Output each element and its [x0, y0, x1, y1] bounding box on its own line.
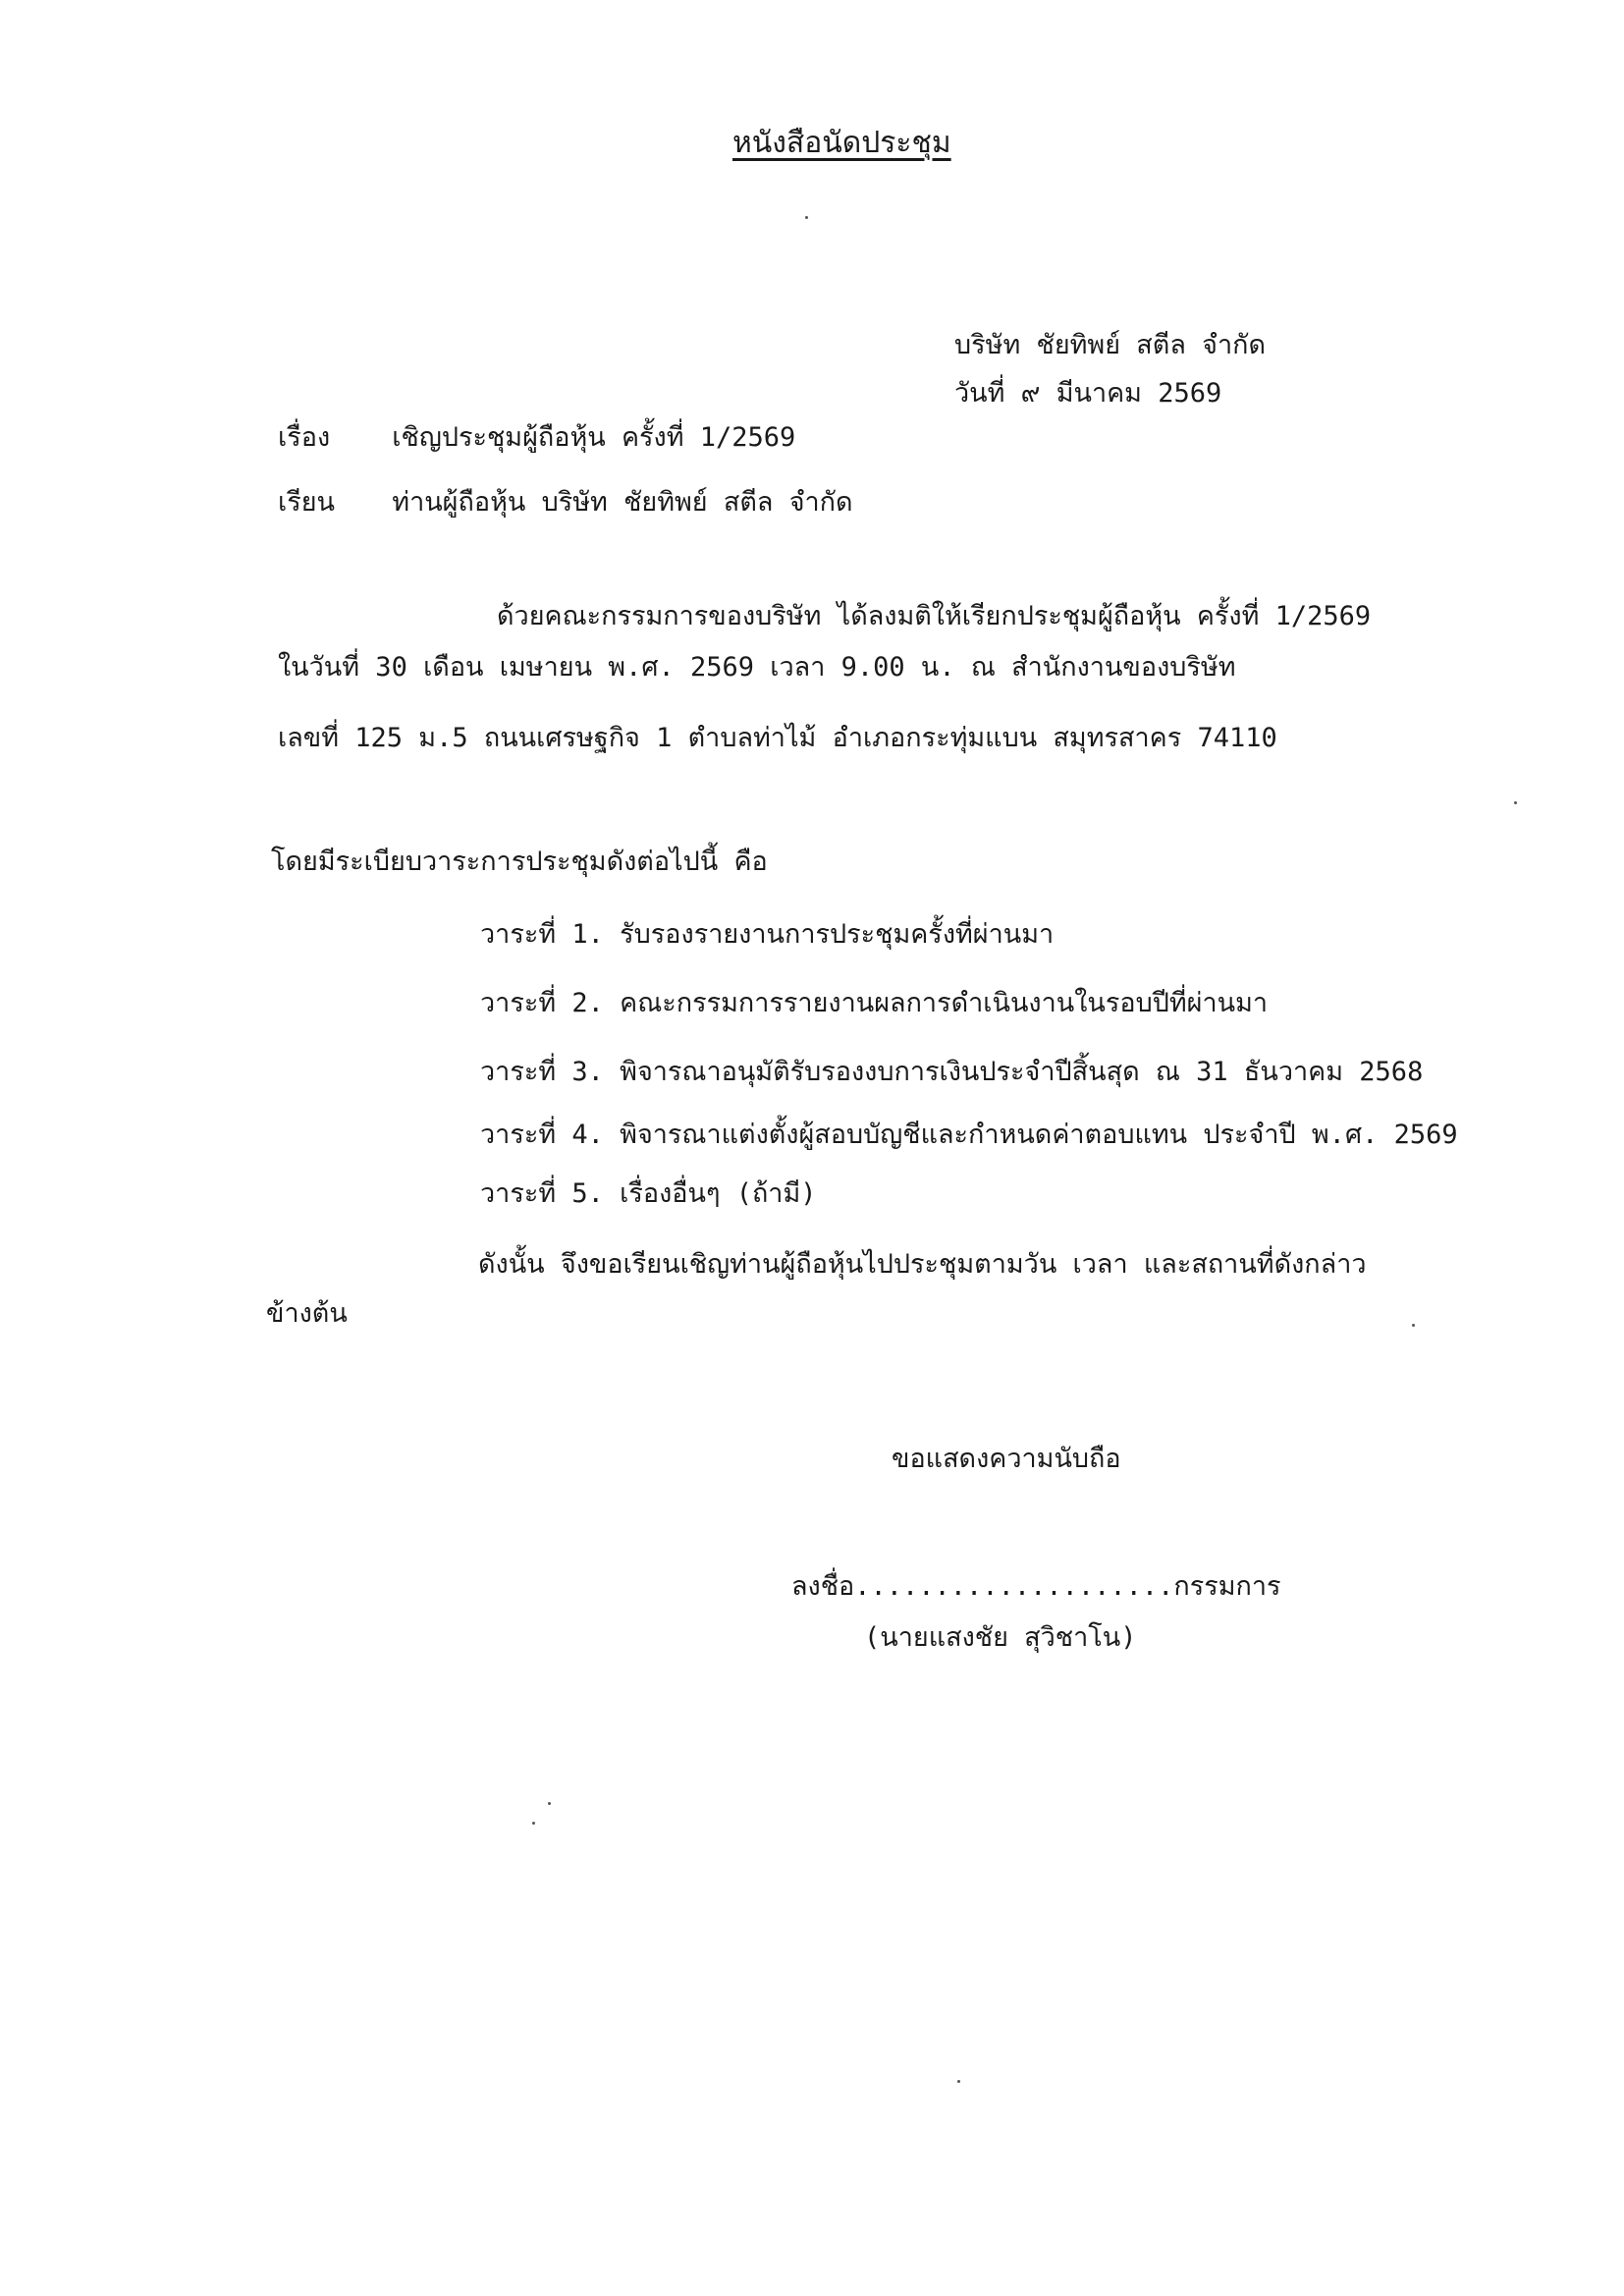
company-name: บริษัท ชัยทิพย์ สตีล จำกัด: [954, 330, 1266, 360]
scan-speck: [957, 2080, 960, 2083]
agenda-intro: โดยมีระเบียบวาระการประชุมดังต่อไปนี้ คือ: [271, 847, 768, 877]
scan-speck: [548, 1802, 551, 1805]
agenda-item: วาระที่ 5. เรื่องอื่นๆ (ถ้ามี): [480, 1178, 817, 1209]
scan-speck: [532, 1822, 535, 1825]
subject-text: เชิญประชุมผู้ถือหุ้น ครั้งที่ 1/2569: [392, 422, 796, 453]
regards: ขอแสดงความนับถือ: [892, 1444, 1121, 1474]
scan-speck: [805, 216, 808, 219]
body-line-1: ด้วยคณะกรรมการของบริษัท ได้ลงมติให้เรียกประชุมผู้ถือหุ้น ครั้งที่ 1/2569: [497, 601, 1372, 631]
recipient-label: เรียน: [278, 487, 336, 518]
recipient-text: ท่านผู้ถือหุ้น บริษัท ชัยทิพย์ สตีล จำกัด: [392, 487, 853, 518]
scan-speck: [1412, 1324, 1415, 1327]
agenda-item: วาระที่ 2. คณะกรรมการรายงานผลการดำเนินงานในรอบปีที่ผ่านมา: [480, 988, 1269, 1018]
signer-name: (นายแสงชัย สุวิชาโน): [864, 1622, 1137, 1653]
closing-line-2: ข้างต้น: [266, 1298, 348, 1329]
document-date: วันที่ ๙ มีนาคม 2569: [954, 378, 1222, 409]
document-title: หนังสือนัดประชุม: [732, 126, 951, 160]
agenda-item: วาระที่ 1. รับรองรายงานการประชุมครั้งที่ผ่านมา: [480, 919, 1055, 950]
subject-label: เรื่อง: [278, 422, 331, 453]
agenda-item: วาระที่ 4. พิจารณาแต่งตั้งผู้สอบบัญชีและกำหนดค่าตอบแทน ประจำปี พ.ศ. 2569: [480, 1120, 1458, 1150]
subject-line: [278, 422, 795, 454]
closing-line-1: ดังนั้น จึงขอเรียนเชิญท่านผู้ถือหุ้นไปประชุมตามวัน เวลา และสถานที่ดังกล่าว: [478, 1249, 1367, 1280]
recipient-line: [278, 487, 853, 519]
agenda-item: วาระที่ 3. พิจารณาอนุมัติรับรองงบการเงินประจำปีสิ้นสุด ณ 31 ธันวาคม 2568: [480, 1057, 1424, 1087]
scan-speck: [1514, 801, 1517, 804]
signature-line: ลงชื่อ....................กรรมการ: [791, 1571, 1281, 1602]
body-line-3: เลขที่ 125 ม.5 ถนนเศรษฐกิจ 1 ตำบลท่าไม้ อำเภอกระทุ่มแบน สมุทรสาคร 74110: [278, 723, 1277, 753]
body-line-2: ในวันที่ 30 เดือน เมษายน พ.ศ. 2569 เวลา 9.00 น. ณ สำนักงานของบริษัท: [278, 652, 1236, 683]
